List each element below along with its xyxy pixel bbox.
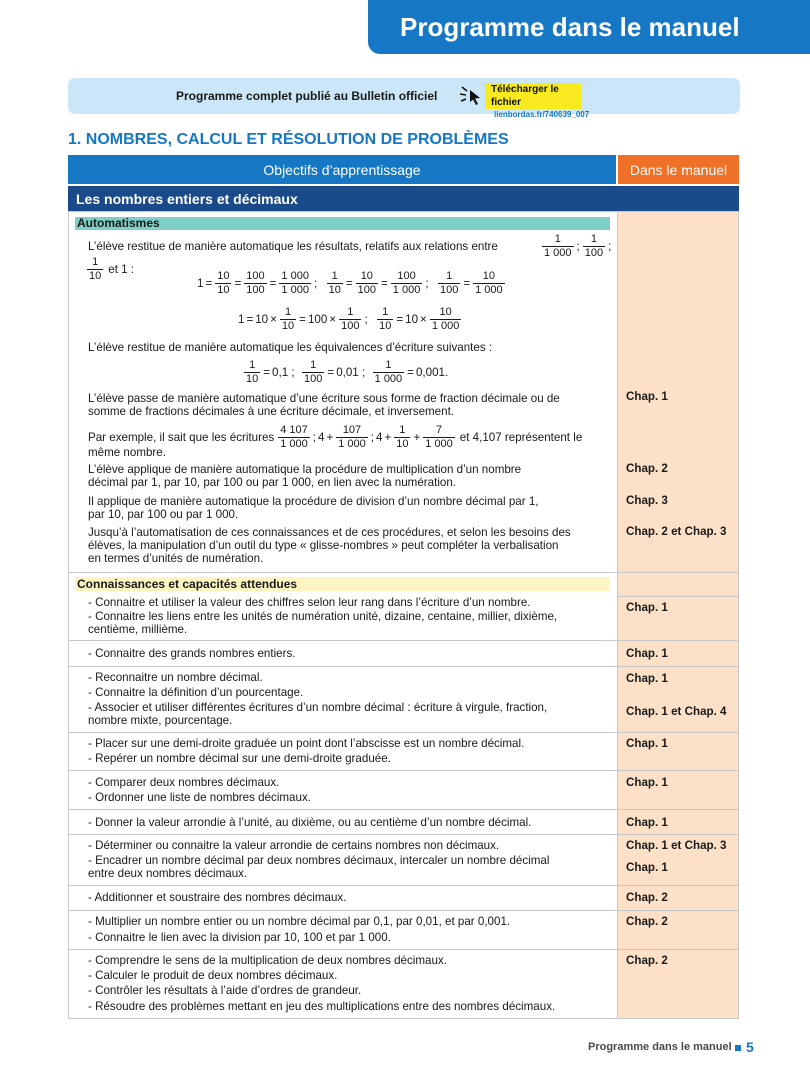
automatismes-p1: L’élève restitue de manière automatique les résultats, relatifs aux relations entre <box>88 240 498 253</box>
objective-line: - Connaitre les liens entre les unités de numération unité, dizaine, centaine, millier, dixième, <box>88 610 558 623</box>
objective-line: nombre mixte, pourcentage. <box>88 714 233 727</box>
download-label: Télécharger le fichier <box>491 84 559 108</box>
automatismes-p5-line1: L’élève applique de manière automatique la procédure de multiplication d’un nombre <box>88 463 522 476</box>
chapter-ref: Chap. 1 <box>626 601 668 614</box>
chapter-ref: Chap. 3 <box>626 494 668 507</box>
chapter-ref: Chap. 1 <box>626 776 668 789</box>
chapter-ref: Chap. 1 et Chap. 3 <box>626 839 727 852</box>
objective-line: - Multiplier un nombre entier ou un nombre décimal par 0,1, par 0,01, et par 0,001. <box>88 915 511 928</box>
column-header-objectives-label: Objectifs d’apprentissage <box>263 161 421 178</box>
objective-line: - Calculer le produit de deux nombres décimaux. <box>88 969 338 982</box>
download-link[interactable] <box>485 83 590 119</box>
objective-line: - Additionner et soustraire des nombres décimaux. <box>88 891 347 904</box>
bulletin-box <box>68 78 740 119</box>
footer-square-icon <box>735 1045 741 1051</box>
objective-line: - Repérer un nombre décimal sur une demi-droite graduée. <box>88 752 391 765</box>
automatismes-p5-line2: décimal par 1, par 10, par 100 ou par 1 000, en lien avec la numération. <box>88 476 457 489</box>
objective-line: - Connaitre des grands nombres entiers. <box>88 647 296 660</box>
objective-line: - Contrôler les résultats à l’aide d’ordres de grandeur. <box>88 984 362 997</box>
chapter-ref: Chap. 2 <box>626 891 668 904</box>
column-header-manual-label: Dans le manuel <box>629 161 728 178</box>
footer-label: Programme dans le manuel <box>588 1041 732 1053</box>
automatismes-p4: Par exemple, il sait que les écritures 4 107 1 000 ; 4 + $\frac{107}{1 000}$ ; 4 + $\frac{1}{10}$ + $\frac{7}{1 000}$ et 4,107 représentent le <box>88 424 583 450</box>
row-divider <box>68 809 739 810</box>
row-divider <box>68 666 739 667</box>
chapter-ref: Chap. 1 <box>626 390 668 403</box>
objective-line: centième, millième. <box>88 623 188 636</box>
automatismes-p2: L’élève restitue de manière automatique les équivalences d’écriture suivantes : <box>88 341 493 354</box>
automatismes-p7-line3: en termes d’unités de numération. <box>88 552 264 565</box>
chapter-ref: Chap. 1 <box>626 737 668 750</box>
objective-line: - Encadrer un nombre décimal par deux nombres décimaux, intercaler un nombre décimal <box>88 854 550 867</box>
page-header <box>368 0 810 54</box>
objective-line: - Connaitre la définition d’un pourcentage. <box>88 686 304 699</box>
automatismes-heading: Automatismes <box>75 217 610 230</box>
automatismes-p6-line2: par 10, par 100 ou par 1 000. <box>88 508 239 521</box>
chapter-ref: Chap. 2 <box>626 462 668 475</box>
fraction: 1 1 000 <box>544 233 572 259</box>
equation-line-3: $\frac{1}{10}$ = 0,1 ; $\frac{1}{100}$ = 0,01 ; $\frac{1}{1 000}$ = 0,001. <box>246 359 449 385</box>
fraction-pair: 1 1 000 ; 1 100 ; <box>544 233 612 259</box>
automatismes-p7-line1: Jusqu’à l’automatisation de ces connaissances et de ces procédures, et selon les besoins des <box>88 526 571 539</box>
row-divider <box>68 640 739 641</box>
automatismes-p4-end: et 4,107 représentent le <box>459 431 583 444</box>
automatismes-p4-start: Par exemple, il sait que les écritures <box>88 431 275 444</box>
fraction: 1 100 <box>584 233 604 259</box>
chapter-ref: Chap. 1 et Chap. 4 <box>626 705 727 718</box>
objective-line: - Connaitre et utiliser la valeur des chiffres selon leur rang dans l’écriture d’un nombre. <box>88 596 531 609</box>
chapter-ref: Chap. 1 <box>626 647 668 660</box>
automatismes-p3-line2: somme de fractions décimales à une écriture décimale, et inversement. <box>88 405 455 418</box>
table-subheading <box>68 186 739 211</box>
bulletin-text: Programme complet publié au Bulletin officiel <box>176 89 438 103</box>
objective-line: - Résoudre des problèmes mettant en jeu des multiplications entre des nombres décimaux. <box>88 1000 556 1013</box>
chapter-ref: Chap. 2 et Chap. 3 <box>626 525 727 538</box>
row-divider <box>68 732 739 733</box>
page-header-title: Programme dans le manuel <box>400 11 740 42</box>
objective-line: - Donner la valeur arrondie à l’unité, au dixième, ou au centième d’un nombre décimal. <box>88 816 532 829</box>
objective-line: - Comparer deux nombres décimaux. <box>88 776 280 789</box>
download-url: lienbordas.fr/740639_007 <box>494 110 590 119</box>
cursor-click-icon <box>458 84 484 108</box>
page-number: 5 <box>746 1039 754 1055</box>
chapter-ref: Chap. 2 <box>626 915 668 928</box>
row-divider <box>68 949 739 950</box>
chapter-ref: Chap. 1 <box>626 816 668 829</box>
equation-line-1: 1 = $\frac{10}{10}$ = $\frac{100}{100}$ = $\frac{1 000}{1 000}$ ; $\frac{1}{10}$ = $\frac{10}{100}$ = $\frac{100}{1 000}$ ; $\frac{1}{100}$ = $\frac{10}{1 000}$ <box>197 270 503 296</box>
objective-line: - Déterminer ou connaitre la valeur arrondie de certains nombres non décimaux. <box>88 839 500 852</box>
row-divider <box>68 910 739 911</box>
objective-line: - Associer et utiliser différentes écritures d’un nombre décimal : écriture à virgule, fraction, <box>88 701 548 714</box>
connaissances-heading: Connaissances et capacités attendues <box>75 577 610 591</box>
chapter-ref: Chap. 1 <box>626 861 668 874</box>
row-divider <box>68 834 739 835</box>
chapter-ref: Chap. 1 <box>626 672 668 685</box>
automatismes-p7-line2: élèves, la manipulation d’un outil du type « glisse-nombres » peut compléter la verbalisation <box>88 539 559 552</box>
row-divider <box>68 770 739 771</box>
row-divider <box>618 596 739 597</box>
objective-line: - Placer sur une demi-droite graduée un point dont l’abscisse est un nombre décimal. <box>88 737 525 750</box>
column-header-objectives <box>68 155 616 184</box>
row-divider <box>68 572 739 573</box>
automatismes-p6-line1: Il applique de manière automatique la procédure de division d’un nombre décimal par 1, <box>88 495 539 508</box>
fraction-tenth <box>86 256 134 283</box>
automatismes-p1-end: et 1 : <box>108 263 135 276</box>
automatismes-p3-line1: L’élève passe de manière automatique d’une écriture sous forme de fraction décimale ou de <box>88 392 560 405</box>
equation-line-2: 1 = 10 × $\frac{1}{10}$ = 100 × $\frac{1}{100}$ ; $\frac{1}{10}$ = 10 × $\frac{10}{1 000}$ <box>238 306 460 332</box>
automatismes-p4-line2: même nombre. <box>88 446 166 459</box>
column-header-manual <box>618 155 739 184</box>
table-subheading-label: Les nombres entiers et décimaux <box>76 190 298 207</box>
chapter-ref: Chap. 2 <box>626 954 668 967</box>
column-divider <box>617 211 618 1019</box>
objective-line: - Comprendre le sens de la multiplication de deux nombres décimaux. <box>88 954 447 967</box>
objective-line: - Reconnaitre un nombre décimal. <box>88 671 263 684</box>
objective-line: - Connaitre le lien avec la division par 10, 100 et par 1 000. <box>88 931 391 944</box>
fraction: 1 10 <box>89 256 102 282</box>
row-divider <box>68 885 739 886</box>
section-title: 1. NOMBRES, CALCUL ET RÉSOLUTION DE PROBLÈMES <box>68 131 509 148</box>
objective-line: entre deux nombres décimaux. <box>88 867 248 880</box>
objective-line: - Ordonner une liste de nombres décimaux. <box>88 791 311 804</box>
